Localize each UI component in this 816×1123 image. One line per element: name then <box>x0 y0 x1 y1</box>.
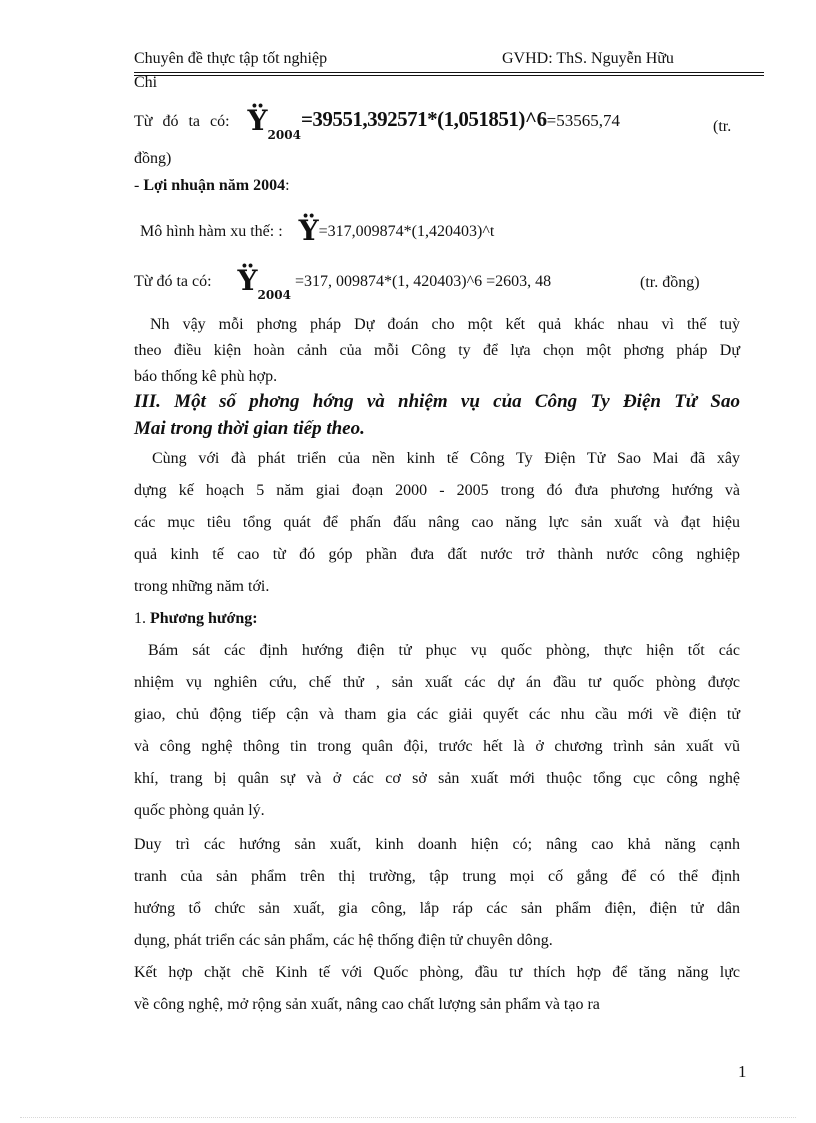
paragraph: Bám sát các định hướng điện tử phục vụ quốc phòng, thực hiện tốt các <box>148 642 740 659</box>
page-edge-divider <box>20 1117 796 1118</box>
paragraph: hướng tổ chức sản xuất, gia công, lắp ráp các sản phẩm điện, điện tử dân <box>134 900 740 917</box>
paragraph: Kết hợp chặt chẽ Kinh tế với Quốc phòng, đầu tư thích hợp để tăng năng lực <box>134 964 740 981</box>
header-rule <box>134 72 764 73</box>
header-left: Chuyên đề thực tập tốt nghiệp <box>134 50 328 67</box>
formula-result: =53565,74 <box>546 111 620 130</box>
forecast-symbol: $Ÿ_{2004}$ <box>247 104 301 142</box>
forecast-symbol: Ÿ <box>298 214 319 247</box>
paragraph: tranh của sản phẩm trên thị trường, tập trung mọi cố gắng để có thể định <box>134 868 740 885</box>
formula-unit-end: đồng) <box>134 150 172 167</box>
header-right: GVHD: ThS. Nguyễn Hữu <box>502 50 674 67</box>
paragraph: dụng, phát triển các sản phẩm, các hệ thống điện tử chuyên dông. <box>134 932 553 949</box>
subheading: 1. Phương hướng: <box>134 610 258 627</box>
formula-expression: =39551,392571*(1,051851)^6 <box>300 107 547 131</box>
header-wrap: Chi <box>134 74 158 91</box>
section-heading: Mai trong thời gian tiếp theo. <box>134 418 365 439</box>
formula-expression: =317, 009874*(1, 420403)^6 =2603, 48 <box>294 273 552 290</box>
page-number: 1 <box>738 1062 747 1081</box>
paragraph: theo điều kiện hoàn cảnh của mỗi Công ty để lựa chọn một phơng pháp Dự <box>134 342 740 359</box>
trend-model-line <box>140 214 494 250</box>
paragraph: Cùng với đà phát triển của nền kinh tế Công Ty Điện Tử Sao Mai đã xây <box>152 450 740 467</box>
paragraph: và công nghệ thông tin trong quân đội, trước hết là ở chương trình sản xuất vũ <box>134 738 740 755</box>
paragraph: nhiệm vụ nghiên cứu, chế thử , sản xuất các dự án đầu tư quốc phòng được <box>134 674 740 691</box>
paragraph: khí, trang bị quân sự và ở các cơ sở sản xuất mới thuộc tổng cục công nghệ <box>134 770 740 787</box>
model-formula: =317,009874*(1,420403)^t <box>318 223 495 240</box>
paragraph: dựng kế hoạch 5 năm giai đoạn 2000 - 2005 trong đó đưa phương hướng và <box>134 482 740 499</box>
paragraph: giao, chủ động tiếp cận và tham gia các giải quyết các nhu cầu mới về điện tử <box>134 706 740 723</box>
paragraph: Duy trì các hướng sản xuất, kinh doanh hiện có; nâng cao khả năng cạnh <box>134 836 740 853</box>
section-heading: III. Một số phơng hớng và nhiệm vụ của Công Ty Điện Tử Sao <box>134 391 740 412</box>
formula-prefix: Từ đó ta có: <box>134 113 230 130</box>
formula-line-1 <box>134 104 620 144</box>
formula-prefix: Từ đó ta có: <box>134 273 212 290</box>
formula-unit: (tr. đồng) <box>640 274 700 291</box>
paragraph: quả kinh tế cao từ đó góp phần đưa đất nước trở thành nước công nghiệp <box>134 546 740 563</box>
formula-line-2 <box>134 264 551 304</box>
paragraph: các mục tiêu tổng quát để phấn đấu nâng cao năng lực sản xuất và đạt hiệu <box>134 514 740 531</box>
forecast-symbol: $Ÿ_{2004}$ <box>237 264 291 302</box>
formula-unit-start: (tr. <box>713 118 732 135</box>
header-rule <box>134 75 764 76</box>
model-prefix: Mô hình hàm xu thế: : <box>140 223 283 240</box>
paragraph: quốc phòng quản lý. <box>134 802 265 819</box>
paragraph: báo thống kê phù hợp. <box>134 368 278 385</box>
profit-heading: - Lợi nhuận năm 2004: <box>134 177 290 194</box>
paragraph: trong những năm tới. <box>134 578 270 595</box>
paragraph: về công nghệ, mở rộng sản xuất, nâng cao chất lượng sản phẩm và tạo ra <box>134 996 600 1013</box>
paragraph: Nh vậy mỗi phơng pháp Dự đoán cho một kết quả khác nhau vì thế tuỳ <box>150 316 740 333</box>
